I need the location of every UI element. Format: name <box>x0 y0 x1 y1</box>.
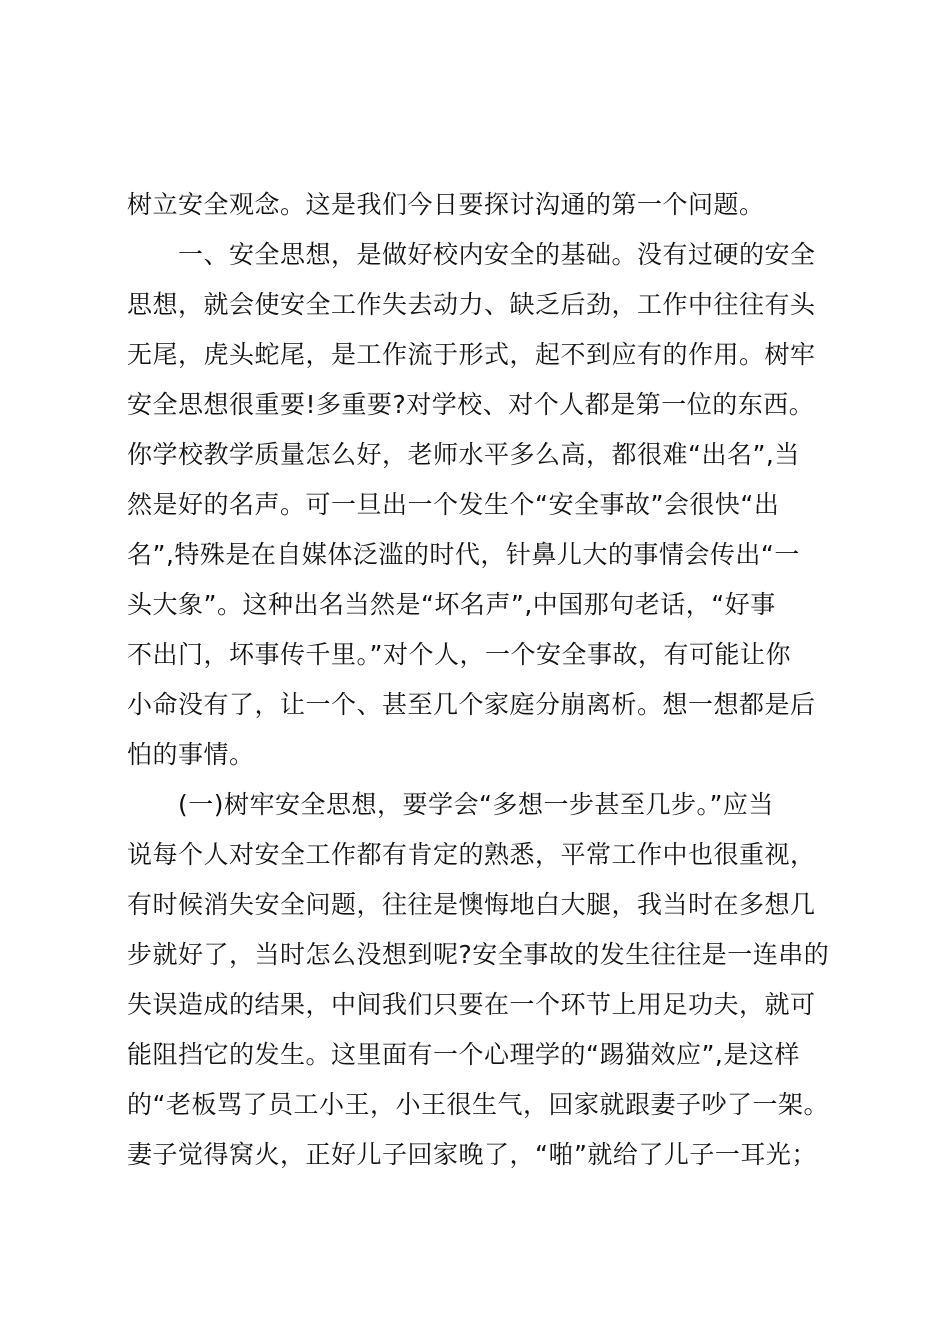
text-line: 能阻挡它的发生。这里面有一个心理学的“踢猫效应”,是这样 <box>127 1040 800 1069</box>
text-line: 头大象”。这种出名当然是“坏名声”,中国那句老话，“好事 <box>127 590 776 619</box>
text-line: (一)树牢安全思想，要学会“多想一步甚至几步。”应当 <box>178 790 774 819</box>
text-line: 树立安全观念。这是我们今日要探讨沟通的第一个问题。 <box>127 190 765 219</box>
text-line: 一、安全思想，是做好校内安全的基础。没有过硬的安全 <box>178 240 816 269</box>
text-line: 无尾，虎头蛇尾，是工作流于形式，起不到应有的作用。树牢 <box>127 340 816 369</box>
text-line: 思想，就会使安全工作失去动力、缺乏后劲，工作中往往有头 <box>127 290 816 319</box>
text-line: 然是好的名声。可一旦出一个发生个“安全事故”会很快“出 <box>127 490 780 519</box>
text-line: 怕的事情。 <box>127 740 255 769</box>
text-line: 失误造成的结果，中间我们只要在一个环节上用足功夫，就可 <box>127 990 816 1019</box>
text-line: 的“老板骂了员工小王，小王很生气，回家就跟妻子吵了一架。 <box>127 1090 829 1119</box>
text-line: 你学校教学质量怎么好，老师水平多么高，都很难“出名”,当 <box>127 440 800 469</box>
text-line: 小命没有了，让一个、甚至几个家庭分崩离析。想一想都是后 <box>127 690 816 719</box>
text-line: 说每个人对安全工作都有肯定的熟悉，平常工作中也很重视， <box>127 840 816 869</box>
text-line: 有时候消失安全问题，往往是懊悔地白大腿，我当时在多想几 <box>127 890 816 919</box>
text-line: 不出门，坏事传千里。”对个人，一个安全事故，有可能让你 <box>127 640 791 669</box>
text-line: 妻子觉得窝火，正好儿子回家晚了，“啪”就给了儿子一耳光； <box>127 1140 817 1169</box>
text-line: 步就好了，当时怎么没想到呢?安全事故的发生往往是一连串的 <box>127 940 830 969</box>
text-line: 安全思想很重要!多重要?对学校、对个人都是第一位的东西。 <box>127 390 815 419</box>
text-line: 名”,特殊是在自媒体泛滥的时代，针鼻儿大的事情会传出“一 <box>127 540 800 569</box>
